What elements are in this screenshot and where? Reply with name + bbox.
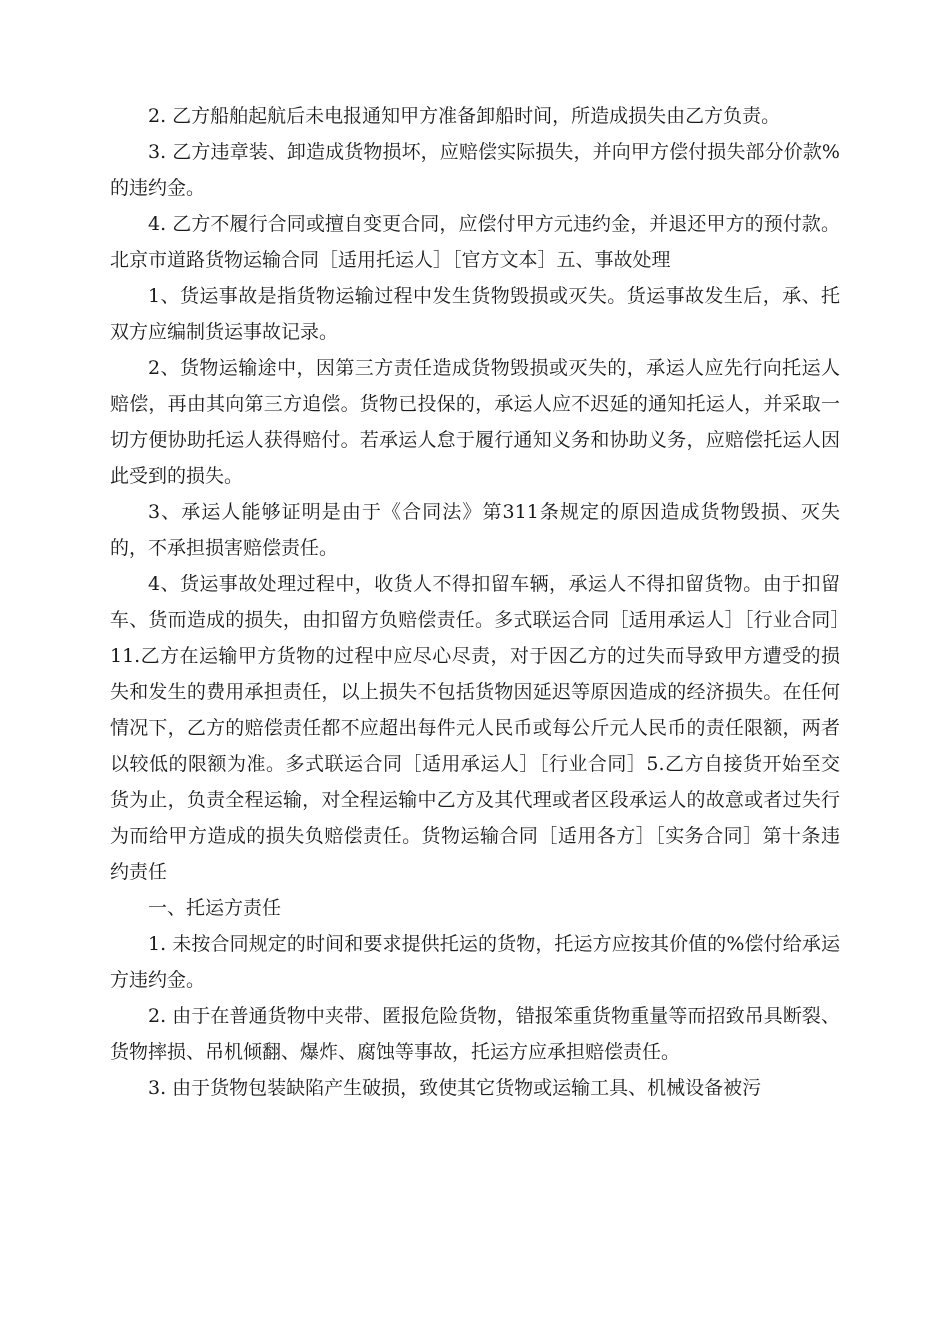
paragraph: 1、货运事故是指货物运输过程中发生货物毁损或灭失。货运事故发生后，承、托双方应编制货运事故记录。 <box>110 285 840 343</box>
paragraph: 2. 乙方船舶起航后未电报通知甲方准备卸船时间，所造成损失由乙方负责。 <box>148 105 781 127</box>
paragraph: 1. 未按合同规定的时间和要求提供托运的货物，托运方应按其价值的%偿付给承运方违约金。 <box>110 933 840 991</box>
document-body <box>110 98 840 1106</box>
paragraph: 2、货物运输途中，因第三方责任造成货物毁损或灭失的，承运人应先行向托运人赔偿，再由其向第三方追偿。货物已投保的，承运人应不迟延的通知托运人，并采取一切方便协助托运人获得赔付。若承运人怠于履行通知义务和协助义务，应赔偿托运人因此受到的损失。 <box>110 357 840 487</box>
paragraph: 3. 由于货物包装缺陷产生破损，致使其它货物或运输工具、机械设备被污 <box>148 1077 762 1099</box>
section-heading: 一、托运方责任 <box>148 897 282 919</box>
paragraph: 4、货运事故处理过程中，收货人不得扣留车辆，承运人不得扣留货物。由于扣留车、货而造成的损失，由扣留方负赔偿责任。多式联运合同［适用承运人］［行业合同］11.乙方在运输甲方货物的过程中应尽心尽责，对于因乙方的过失而导致甲方遭受的损失和发生的费用承担责任，以上损失不包括货物因延迟等原因造成的经济损失。在任何情况下，乙方的赔偿责任都不应超出每件元人民币或每公斤元人民币的责任限额，两者以较低的限额为准。多式联运合同［适用承运人］［行业合同］5.乙方自接货开始至交货为止，负责全程运输，对全程运输中乙方及其代理或者区段承运人的故意或者过失行为而给甲方造成的损失负赔偿责任。货物运输合同［适用各方］［实务合同］第十条违约责任 <box>110 573 840 883</box>
paragraph: 3、承运人能够证明是由于《合同法》第311条规定的原因造成货物毁损、灭失的，不承担损害赔偿责任。 <box>110 501 840 559</box>
paragraph: 3. 乙方违章装、卸造成货物损坏，应赔偿实际损失，并向甲方偿付损失部分价款%的违约金。 <box>110 141 840 199</box>
paragraph: 4. 乙方不履行合同或擅自变更合同，应偿付甲方元违约金，并退还甲方的预付款。北京市道路货物运输合同［适用托运人］［官方文本］五、事故处理 <box>110 213 840 271</box>
paragraph: 2. 由于在普通货物中夹带、匿报危险货物，错报笨重货物重量等而招致吊具断裂、货物摔损、吊机倾翻、爆炸、腐蚀等事故，托运方应承担赔偿责任。 <box>110 1005 840 1063</box>
